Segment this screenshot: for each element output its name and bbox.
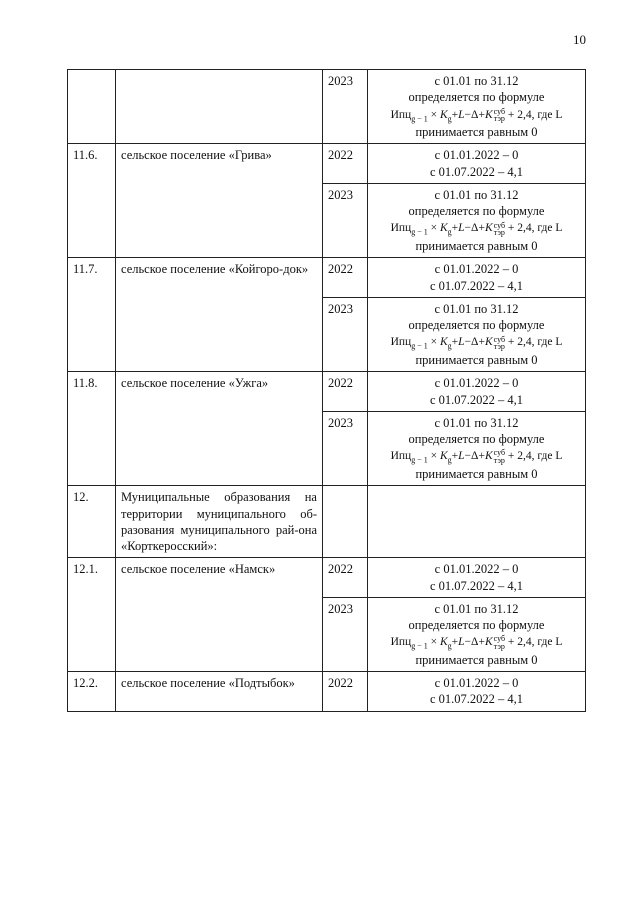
value-cell — [368, 411, 586, 485]
value-line-1: с 01.01.2022 – 0 — [434, 262, 519, 277]
table-row — [68, 558, 586, 598]
year-cell: 2023 — [323, 70, 368, 144]
value-line-2: определяется по формуле — [408, 90, 545, 105]
row-number: 12.1. — [68, 558, 116, 672]
value-line-1: с 01.01.2022 – 0 — [434, 376, 519, 391]
settlement-name: сельское поселение «Подтыбок» — [116, 672, 323, 712]
value-line-1: с 01.01 по 31.12 — [434, 415, 519, 430]
year-cell: 2023 — [323, 411, 368, 485]
value-line-2: определяется по формуле — [408, 618, 545, 632]
value-cell — [368, 672, 586, 712]
year-cell: 2023 — [323, 297, 368, 371]
year-cell — [323, 486, 368, 558]
settlement-name: сельское поселение «Грива» — [116, 144, 323, 258]
settlement-name: сельское поселение «Намск» — [116, 558, 323, 672]
table-row — [68, 70, 586, 144]
year-cell: 2023 — [323, 183, 368, 257]
table-row — [68, 258, 586, 298]
year-cell: 2023 — [323, 597, 368, 671]
formula: $Ипц_{g - 1} \times K_g+L-\Delta+K$ суб тэр + 2,4, где L — [390, 334, 563, 351]
value-line-2: определяется по формуле — [408, 318, 545, 333]
settlement-name — [116, 70, 323, 144]
value-cell — [368, 372, 586, 412]
value-line-3: принимается равным 0 — [415, 125, 538, 140]
value-line-1: с 01.01 по 31.12 — [434, 74, 519, 88]
value-cell — [368, 183, 586, 257]
settlement-name: сельское поселение «Койгоро-док» — [116, 258, 323, 372]
tariff-table — [67, 69, 586, 712]
year-cell: 2022 — [323, 372, 368, 412]
value-line-2: с 01.07.2022 – 4,1 — [429, 278, 524, 293]
value-line-1: с 01.01 по 31.12 — [434, 601, 519, 616]
formula: $Ипц_{g - 1} \times K_g+L-\Delta+K$ суб тэр + 2,4, где L — [390, 106, 563, 123]
table-row — [68, 372, 586, 412]
value-cell — [368, 258, 586, 298]
value-cell — [368, 144, 586, 184]
value-line-3: принимается равным 0 — [415, 652, 538, 667]
value-line-1: с 01.01.2022 – 0 — [434, 562, 519, 577]
value-line-3: принимается равным 0 — [415, 239, 538, 254]
value-cell — [368, 70, 586, 144]
value-line-1: с 01.01.2022 – 0 — [434, 676, 519, 691]
formula: $Ипц_{g - 1} \times K_g+L-\Delta+K$ суб тэр + 2,4, где L — [390, 634, 563, 651]
table-row — [68, 672, 586, 712]
value-line-2: с 01.07.2022 – 4,1 — [429, 164, 524, 179]
table-row — [68, 144, 586, 184]
row-number: 12.2. — [68, 672, 116, 712]
year-cell: 2022 — [323, 672, 368, 712]
year-cell: 2022 — [323, 558, 368, 598]
value-line-2: с 01.07.2022 – 4,1 — [429, 692, 524, 707]
value-line-1: с 01.01.2022 – 0 — [434, 148, 519, 163]
value-line-1: с 01.01 по 31.12 — [434, 187, 519, 202]
row-number: 11.6. — [68, 144, 116, 258]
page-number: 10 — [573, 32, 586, 47]
row-number: 11.8. — [68, 372, 116, 486]
value-line-2: с 01.07.2022 – 4,1 — [429, 392, 524, 407]
value-line-2: определяется по формуле — [408, 432, 545, 447]
value-cell — [368, 558, 586, 598]
row-number — [68, 70, 116, 144]
formula: $Ипц_{g - 1} \times K_g+L-\Delta+K$ суб тэр + 2,4, где L — [390, 448, 563, 465]
row-number: 12. — [68, 486, 116, 558]
value-cell — [368, 597, 586, 671]
value-line-3: принимается равным 0 — [415, 467, 538, 481]
table-row — [68, 486, 586, 558]
value-line-3: принимается равным 0 — [415, 353, 538, 368]
year-cell: 2022 — [323, 144, 368, 184]
settlement-name: Муниципальные образования на территории муниципального об-разования муниципального рай-она «Корткеросский»: — [116, 486, 323, 558]
settlement-name: сельское поселение «Ужга» — [116, 372, 323, 486]
value-line-2: определяется по формуле — [408, 204, 545, 219]
value-line-2: с 01.07.2022 – 4,1 — [429, 578, 524, 593]
value-cell — [368, 486, 586, 558]
year-cell: 2022 — [323, 258, 368, 298]
value-cell — [368, 297, 586, 371]
row-number: 11.7. — [68, 258, 116, 372]
value-line-1: с 01.01 по 31.12 — [434, 301, 519, 316]
formula: $Ипц_{g - 1} \times K_g+L-\Delta+K$ суб тэр + 2,4, где L — [390, 220, 563, 237]
